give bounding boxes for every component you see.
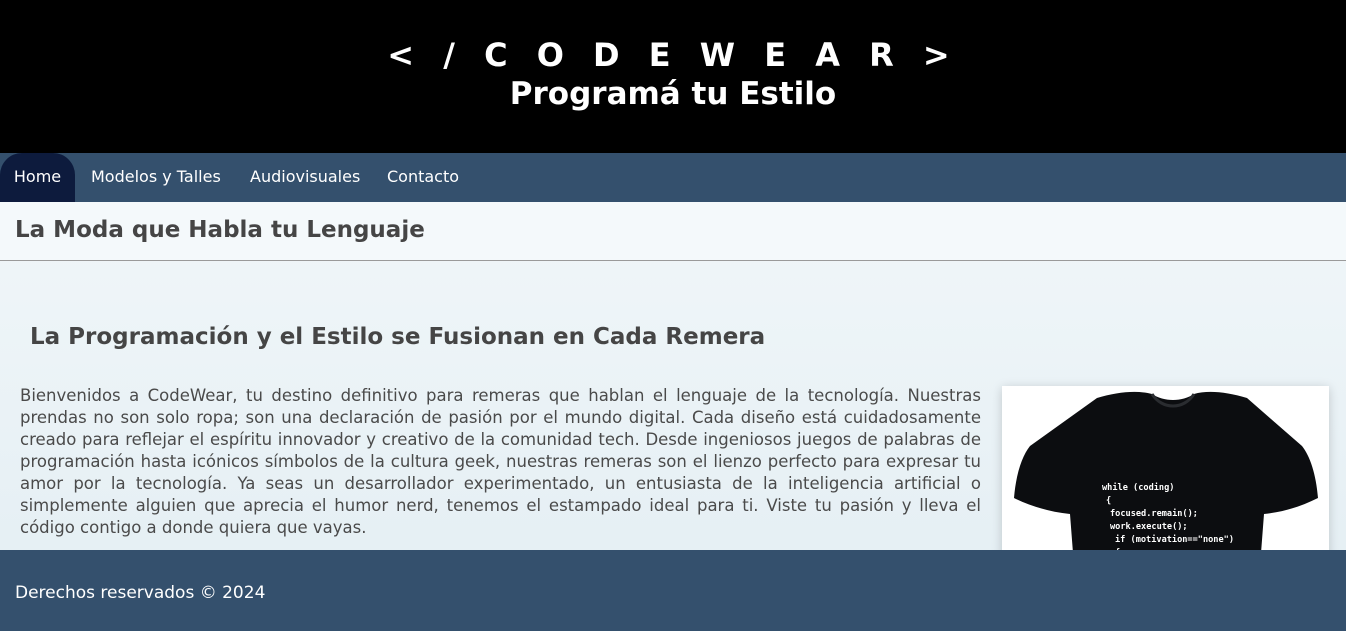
tshirt-print-line: while (coding) — [1102, 483, 1175, 493]
brand-logo: < / C O D E W E A R > — [387, 36, 959, 74]
intro-paragraph: Bienvenidos a CodeWear, tu destino definitivo para remeras que hablan el lenguaje de la tecnología. Nuestras prendas no son solo ropa; son una declaración de pasión por el mundo digital. Cada diseño está cuidadosamente creado para reflejar el espíritu innovador y creativo de la comunidad tech. Desde ingeniosos juegos de palabras de programación hasta icónicos símbolos de la cultura geek, nuestras remeras son el lienzo perfecto para expresar tu amor por la tecnología. Ya seas un desarrollador experimentado, un entusiasta de la inteligencia artificial o simplemente alguien que aprecia el humor nerd, tenemos el estampado ideal para ti. Viste tu pasión y lleva el código contigo a donde quiera que vayas. — [20, 386, 981, 537]
tshirt-print-line: focused.remain(); — [1110, 509, 1198, 519]
site-header — [0, 0, 1346, 153]
tshirt-print-line: work.execute(); — [1110, 522, 1188, 532]
site-footer — [0, 550, 1346, 631]
nav-item-modelos-y-talles[interactable]: Modelos y Talles — [91, 167, 221, 186]
tshirt-icon — [1002, 386, 1329, 566]
page-title: La Moda que Habla tu Lenguaje — [15, 217, 425, 243]
copyright-text: Derechos reservados © 2024 — [15, 583, 266, 603]
main-nav — [0, 153, 1346, 202]
tshirt-print-line: { — [1106, 496, 1112, 506]
product-image — [1002, 386, 1329, 566]
section-title: La Programación y el Estilo se Fusionan en Cada Remera — [30, 324, 766, 350]
nav-item-audiovisuales[interactable]: Audiovisuales — [250, 167, 361, 186]
nav-item-home[interactable]: Home — [0, 153, 75, 202]
tagline: Programá tu Estilo — [509, 76, 837, 112]
nav-item-contacto[interactable]: Contacto — [387, 167, 460, 186]
tshirt-print-line: if (motivation=="none") — [1115, 535, 1234, 545]
page-heading-bar — [0, 202, 1346, 261]
